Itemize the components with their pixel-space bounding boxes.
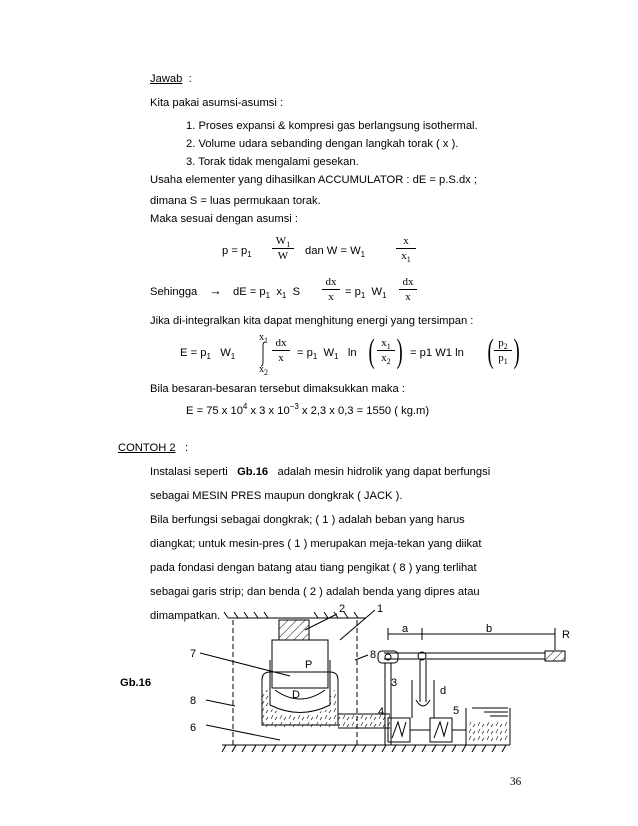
right-paren-2: ) — [513, 333, 520, 370]
eq3-frac-num: dx — [272, 337, 290, 351]
para-line-1a: Instalasi seperti — [150, 466, 228, 478]
label-R: R — [562, 629, 570, 641]
eq3-w1: W — [220, 347, 231, 359]
eq1-left-sub: 1 — [247, 250, 252, 259]
eq1-frac1-num: W — [275, 235, 287, 247]
label-8a: 8 — [190, 695, 197, 707]
eq3-int-bot: x — [259, 364, 264, 375]
figure-reference: Gb.16 — [237, 466, 269, 478]
assumption-3: 3. Torak tidak mengalami gesekan. — [186, 156, 359, 168]
label-2: 2 — [339, 603, 346, 615]
valve-5 — [430, 718, 452, 742]
eq1-frac2-den-sub: 1 — [406, 255, 411, 264]
eq3-frac2-num: x — [381, 337, 387, 349]
para-line-6: sebagai garis strip; dan benda ( 2 ) adalah benda yang dipres atau — [150, 586, 480, 598]
para-line-7: dimampatkan. — [150, 610, 221, 622]
eq3-frac3-num: p — [498, 337, 504, 349]
eq3-frac3-num-sub: 2 — [503, 342, 508, 351]
eq2-eq-sub1: 1 — [360, 291, 366, 300]
jawab-colon: : — [188, 73, 192, 85]
arrow-icon: → — [209, 283, 222, 298]
eq3-mid-w-sub: 1 — [334, 352, 339, 361]
para-line-4: diangkat; untuk mesin-pres ( 1 ) merupakan meja-tekan yang diikat — [150, 538, 482, 550]
contoh-label: CONTOH 2 — [118, 442, 176, 454]
label-5: 5 — [453, 705, 460, 717]
eq3-right: = p1 W1 ln — [410, 347, 464, 359]
valve-4-spring — [392, 722, 406, 738]
eq4-b-sup: −3 — [289, 402, 299, 411]
eq3-mid-w: W — [323, 347, 335, 359]
label-8b: 8 — [370, 649, 377, 661]
para-line-2: sebagai MESIN PRES maupun dongkrak ( JACK ). — [150, 490, 403, 502]
assumption-1: 1. Proses expansi & kompresi gas berlangsung isothermal. — [186, 120, 478, 132]
eq1-dan: dan W = W — [305, 245, 361, 257]
eq1-frac2-num: x — [396, 235, 416, 249]
eq3-frac3-den-sub: 1 — [503, 357, 508, 366]
label-d: d — [440, 685, 447, 697]
eq1-left: p = p — [222, 245, 248, 257]
valve-5-spring — [434, 722, 448, 738]
jawab-label: Jawab — [150, 73, 183, 85]
eq4-c: x 2,3 x 0,3 = 1550 ( kg.m) — [298, 405, 430, 417]
contoh-colon: : — [184, 442, 189, 454]
eq3-frac2-den: x — [381, 352, 387, 364]
eq2-eq2: W — [371, 286, 383, 298]
eq4-a-sup: 4 — [242, 402, 248, 411]
eq3-int-top-sub: 1 — [264, 336, 268, 345]
label-6: 6 — [190, 722, 197, 734]
page-number: 36 — [510, 776, 522, 788]
eq2-eq: = p — [345, 286, 361, 298]
assumption-2: 2. Volume udara sebanding dengan langkah torak ( x ). — [186, 138, 459, 150]
eq1-frac1-num-sub: 1 — [286, 240, 291, 249]
eq3-int-top: x — [259, 332, 264, 343]
label-b: b — [486, 623, 493, 635]
para-line-5: pada fondasi dengan batang atau tiang pengikat ( 8 ) yang terlihat — [150, 562, 477, 574]
eq3-mid-sub: 1 — [312, 352, 318, 361]
intro-text: Kita pakai asumsi-asumsi : — [150, 97, 284, 109]
eq2-mid3: S — [292, 286, 301, 298]
eq3-frac-den: x — [278, 352, 284, 364]
eq2-sehingga: Sehingga — [150, 286, 198, 298]
eq2-mid: dE = p — [233, 286, 266, 298]
left-paren-2: ( — [487, 333, 494, 370]
label-3: 3 — [391, 677, 398, 689]
para-line-1b: adalah mesin hidrolik yang dapat berfungsi — [277, 466, 491, 478]
figure-caption: Gb.16 — [120, 677, 152, 689]
eq1-frac2-den: x — [401, 250, 407, 262]
usaha-line: Usaha elementer yang dihasilkan ACCUMULATOR : dE = p.S.dx ; — [150, 174, 477, 186]
eq2-frac2-num: dx — [399, 276, 417, 290]
eq2-mid-sub1: 1 — [265, 291, 271, 300]
lever-handle — [545, 651, 565, 661]
eq3-w1-sub: 1 — [230, 352, 236, 361]
dimana-line: dimana S = luas permukaan torak. — [150, 195, 321, 207]
label-1: 1 — [377, 603, 384, 615]
eq2-frac2-den: x — [405, 291, 411, 303]
left-paren: ( — [368, 333, 375, 370]
jika-line: Jika di-integralkan kita dapat menghitung energi yang tersimpan : — [150, 315, 474, 327]
piston-P — [272, 640, 328, 688]
right-paren: ) — [396, 333, 403, 370]
pump-cylinder — [412, 680, 434, 718]
para-line-3: Bila berfungsi sebagai dongkrak; ( 1 ) adalah beban yang harus — [150, 514, 465, 526]
eq2-eq-sub2: 1 — [382, 291, 387, 300]
eq3-frac2-num-sub: 1 — [386, 342, 391, 351]
label-a: a — [402, 623, 409, 635]
label-P: P — [305, 659, 313, 671]
label-7: 7 — [190, 648, 197, 660]
eq2-mid2: x — [276, 286, 282, 298]
pressed-object — [279, 620, 309, 640]
eq3-frac3-den: p — [498, 352, 504, 364]
eq3-left: E = p — [180, 347, 207, 359]
eq4-a: E = 75 x 10 — [186, 405, 243, 417]
eq3-int-bot-sub: 2 — [264, 368, 268, 377]
eq3-left-sub: 1 — [206, 352, 211, 361]
eq4-b: x 3 x 10 — [247, 405, 290, 417]
eq3-frac2-den-sub: 2 — [386, 357, 391, 366]
maka-line: Maka sesuai dengan asumsi : — [150, 213, 299, 225]
label-D: D — [292, 689, 300, 701]
eq1-dan-sub: 1 — [360, 250, 366, 259]
eq2-frac1-num: dx — [322, 276, 340, 290]
eq3-mid: = p — [297, 347, 313, 359]
eq3-ln: ln — [347, 347, 357, 359]
label-4: 4 — [378, 706, 385, 718]
bila-line: Bila besaran-besaran tersebut dimaksukkan maka : — [150, 383, 405, 395]
eq1-frac1-den: W — [277, 250, 289, 262]
eq2-mid-sub2: 1 — [281, 291, 287, 300]
eq2-frac1-den: x — [328, 291, 334, 303]
